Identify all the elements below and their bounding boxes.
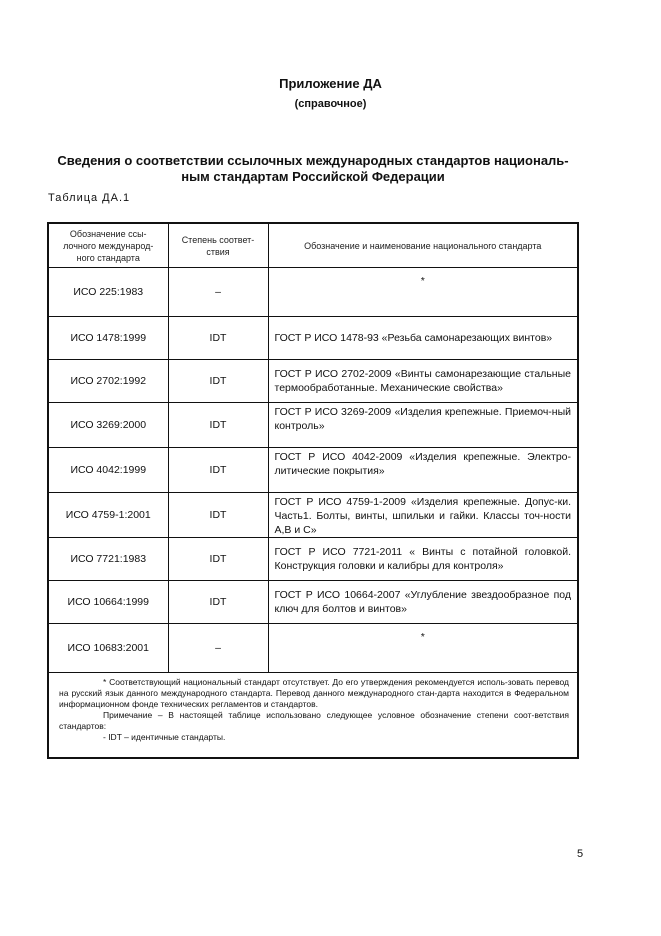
page-number: 5 — [577, 848, 584, 860]
appendix-title: Приложение ДА — [279, 76, 382, 91]
national-standard-cell: * — [268, 268, 578, 317]
table-notes-row — [48, 673, 578, 759]
national-standard-cell: ГОСТ Р ИСО 1478-93 «Резьба самонарезающих винтов» — [268, 317, 578, 360]
remark-text: Примечание – В настоящей таблице использовано следующее условное обозначение степени соот-ветствия стандартов: — [59, 710, 569, 731]
intl-standard-cell: ИСО 3269:2000 — [48, 403, 168, 448]
intl-standard-cell: ИСО 10664:1999 — [48, 581, 168, 624]
intl-standard-cell: ИСО 10683:2001 — [48, 624, 168, 673]
remark-item: - IDT – идентичные стандарты. — [103, 732, 226, 742]
national-standard-cell: ГОСТ Р ИСО 3269-2009 «Изделия крепежные. Приемоч-ный контроль» — [268, 403, 578, 448]
intl-standard-cell: ИСО 2702:1992 — [48, 360, 168, 403]
header-intl-standard: Обозначение ссы-лочного международ-ного стандарта — [48, 223, 168, 268]
degree-cell: IDT — [168, 581, 268, 624]
degree-cell: IDT — [168, 317, 268, 360]
appendix-subtitle: (справочное) — [294, 98, 367, 110]
table-row — [48, 403, 578, 448]
table-row — [48, 317, 578, 360]
table-row — [48, 448, 578, 493]
table-row — [48, 360, 578, 403]
correspondence-table — [47, 222, 579, 759]
table-row — [48, 581, 578, 624]
header-national-standard: Обозначение и наименование национального стандарта — [268, 223, 578, 268]
footnote-text: * Соответствующий национальный стандарт отсутствует. До его утверждения рекомендуется исполь-зовать перевод на русский язык данного международного стандарта. Перевод данного международного стан-дарта находится в Федеральном информационном фонде технических регламентов и стандартов. — [59, 677, 569, 709]
national-standard-cell: ГОСТ Р ИСО 10664-2007 «Углубление звездообразное под ключ для болтов и винтов» — [268, 581, 578, 624]
degree-cell: IDT — [168, 493, 268, 538]
intl-standard-cell: ИСО 7721:1983 — [48, 538, 168, 581]
national-standard-cell: * — [268, 624, 578, 673]
table-label: Таблица ДА.1 — [48, 192, 131, 204]
degree-cell: – — [168, 624, 268, 673]
degree-cell: IDT — [168, 403, 268, 448]
degree-cell: IDT — [168, 448, 268, 493]
table-row — [48, 624, 578, 673]
intl-standard-cell: ИСО 4042:1999 — [48, 448, 168, 493]
national-standard-cell: ГОСТ Р ИСО 2702-2009 «Винты самонарезающие стальные термообработанные. Механические свойства» — [268, 360, 578, 403]
table-row — [48, 268, 578, 317]
table-row — [48, 538, 578, 581]
intl-standard-cell: ИСО 1478:1999 — [48, 317, 168, 360]
national-standard-cell: ГОСТ Р ИСО 4759-1-2009 «Изделия крепежные. Допус-ки. Часть1. Болты, винты, шпильки и гайки. Классы точ-ности A,B и C» — [268, 493, 578, 538]
degree-cell: IDT — [168, 538, 268, 581]
national-standard-cell: ГОСТ Р ИСО 7721-2011 « Винты с потайной головкой. Конструкция головки и калибры для контроля» — [268, 538, 578, 581]
section-title: Сведения о соответствии ссылочных международных стандартов националь-ным стандартам Российской Федерации — [57, 153, 569, 184]
header-degree: Степень соответ-ствия — [168, 223, 268, 268]
degree-cell: – — [168, 268, 268, 317]
intl-standard-cell: ИСО 4759-1:2001 — [48, 493, 168, 538]
degree-cell: IDT — [168, 360, 268, 403]
table-header-row — [48, 223, 578, 268]
table-row — [48, 493, 578, 538]
national-standard-cell: ГОСТ Р ИСО 4042-2009 «Изделия крепежные. Электро-литические покрытия» — [268, 448, 578, 493]
table-notes — [48, 673, 578, 759]
intl-standard-cell: ИСО 225:1983 — [48, 268, 168, 317]
